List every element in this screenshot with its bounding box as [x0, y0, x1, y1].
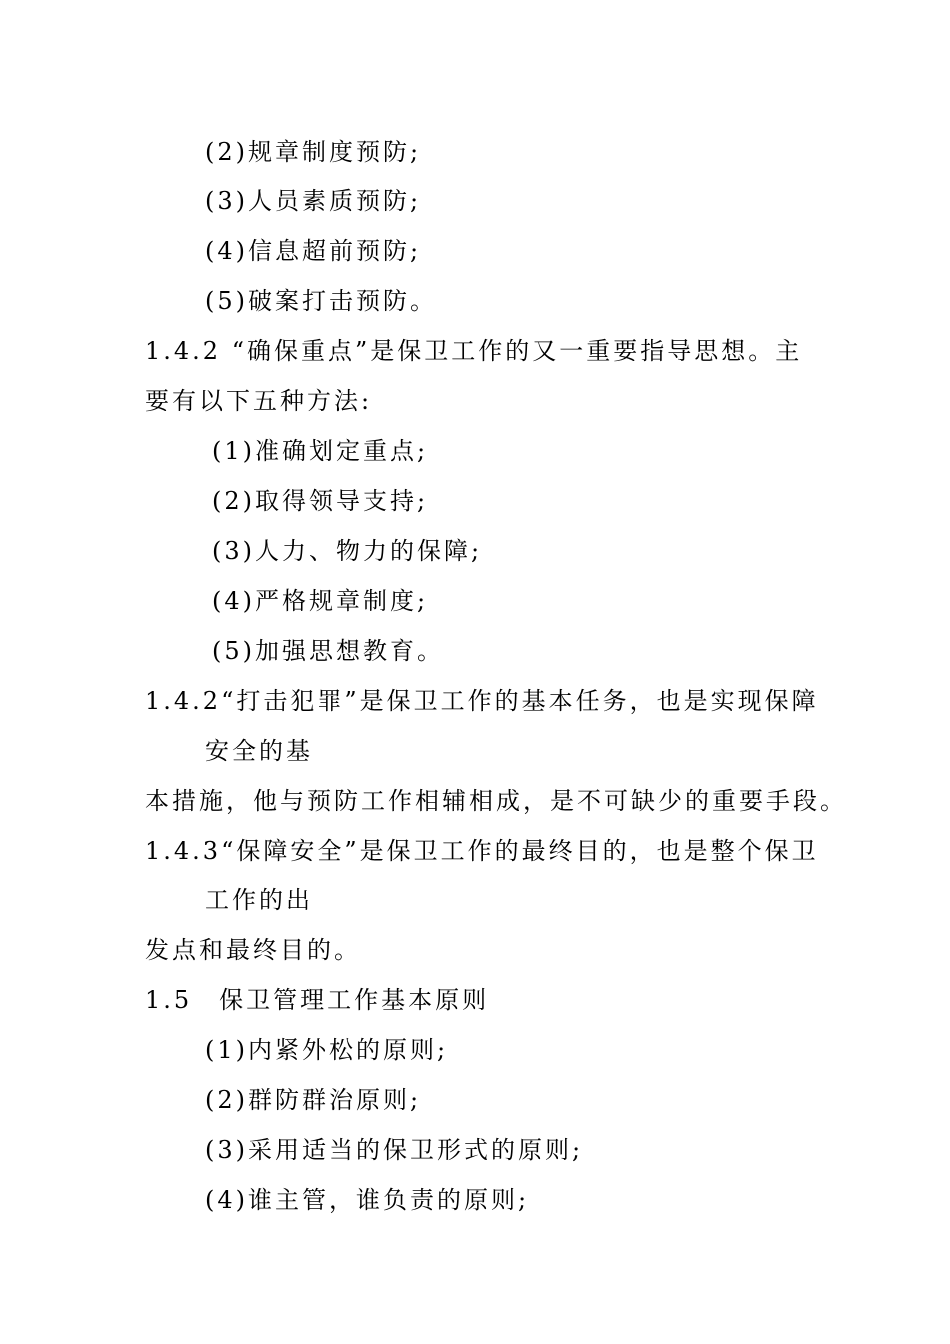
list-item: (2)群防群治原则;: [205, 1086, 422, 1114]
list-item: (4)严格规章制度;: [212, 587, 429, 615]
paragraph-line: 1.4.3“保障安全”是保卫工作的最终目的，也是整个保卫: [145, 837, 819, 865]
paragraph-line: 工作的出: [205, 886, 313, 914]
paragraph-line: 安全的基: [205, 737, 313, 765]
list-item: (3)采用适当的保卫形式的原则;: [205, 1136, 584, 1164]
list-item: (2)规章制度预防;: [205, 138, 422, 166]
list-item: (3)人力、物力的保障;: [212, 537, 483, 565]
list-item: (5)破案打击预防。: [205, 287, 437, 315]
paragraph-line: 1.4.2“打击犯罪”是保卫工作的基本任务，也是实现保障: [145, 687, 819, 715]
paragraph-line: 发点和最终目的。: [145, 936, 361, 964]
list-item: (1)内紧外松的原则;: [205, 1036, 449, 1064]
paragraph-line: 要有以下五种方法:: [145, 387, 373, 415]
section-heading: 1.5 保卫管理工作基本原则: [145, 986, 490, 1014]
paragraph-line: 1.4.2 “确保重点”是保卫工作的又一重要指导思想。主: [145, 337, 803, 365]
list-item: (5)加强思想教育。: [212, 637, 444, 665]
paragraph-line: 本措施，他与预防工作相辅相成，是不可缺少的重要手段。: [145, 787, 847, 815]
list-item: (4)信息超前预防;: [205, 237, 422, 265]
list-item: (2)取得领导支持;: [212, 487, 429, 515]
list-item: (1)准确划定重点;: [212, 437, 429, 465]
list-item: (4)谁主管，谁负责的原则;: [205, 1186, 530, 1214]
list-item: (3)人员素质预防;: [205, 187, 422, 215]
